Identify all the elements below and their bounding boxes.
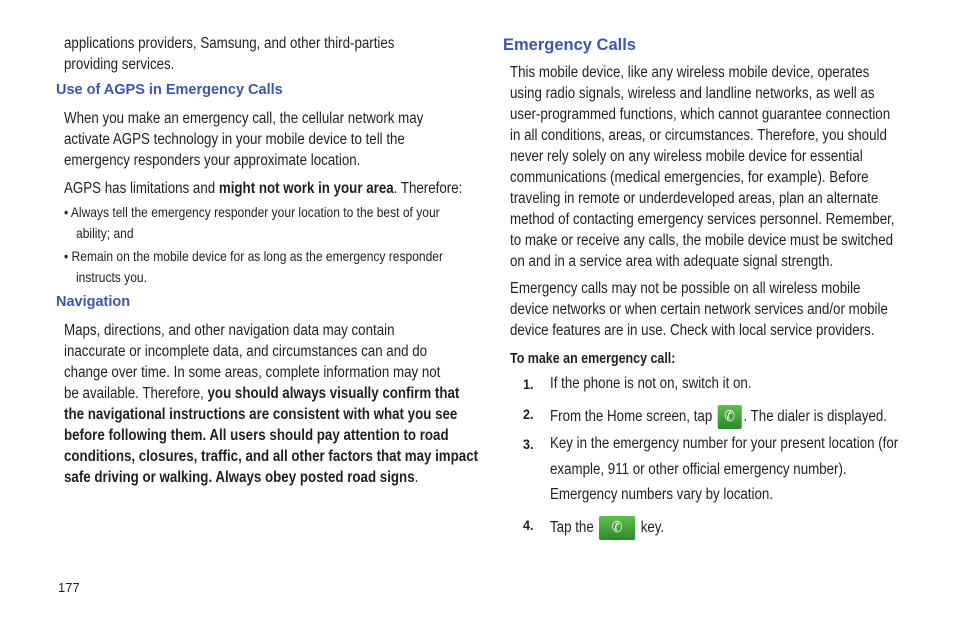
text: Tap the — [550, 519, 598, 537]
text: . — [414, 469, 419, 486]
section-heading-agps: Use of AGPS in Emergency Calls — [56, 82, 283, 98]
text-line — [64, 448, 478, 466]
step-text — [550, 516, 664, 540]
step-text: example, 911 or other official emergency number). — [550, 460, 847, 478]
text: inaccurate or incomplete data, and circumstances can and do — [64, 343, 428, 360]
text-line: in all conditions, areas, or circumstances. Therefore, you should — [510, 127, 887, 144]
text-line — [64, 469, 418, 487]
text: be available. Therefore, — [64, 385, 208, 402]
text-line — [64, 322, 394, 340]
text-line — [64, 152, 360, 170]
text-line: using radio signals, wireless and landline networks, as well as — [510, 85, 875, 102]
step-text: Emergency numbers vary by location. — [550, 486, 774, 503]
text-line: never rely solely on any wireless mobile device for essential — [510, 148, 863, 165]
text: Maps, directions, and other navigation data may contain — [64, 322, 395, 339]
page-number: 177 — [58, 580, 80, 595]
bullet-item-cont: instructs you. — [76, 269, 147, 285]
text: . Therefore: — [393, 180, 463, 197]
text-line: user-programmed functions, which cannot guarantee connection — [510, 106, 891, 123]
step-text — [550, 405, 887, 429]
text: AGPS has limitations and — [64, 180, 219, 197]
text-line: Emergency calls may not be possible on all wireless mobile — [510, 280, 861, 297]
bullet-item: • Remain on the mobile device for as long as the emergency responder — [64, 248, 444, 264]
bold-text: before following them. All users should pay attention to road — [64, 427, 449, 444]
bold-text: safe driving or walking. Always obey posted road signs — [64, 469, 415, 486]
text: From the Home screen, tap — [550, 408, 716, 426]
text-line — [64, 180, 462, 198]
step-text: If the phone is not on, switch it on. — [550, 375, 752, 392]
text-line — [64, 56, 174, 74]
text-line: traveling in remote or underdeveloped areas, plan an alternate — [510, 190, 879, 207]
bold-text: the navigational instructions are consistent with what you see — [64, 406, 458, 423]
text: emergency responders your approximate location. — [64, 152, 361, 169]
text: activate AGPS technology in your mobile device to tell the — [64, 131, 405, 148]
text-line — [64, 343, 427, 361]
step-number: 2. — [523, 406, 534, 422]
bold-text: conditions, closures, traffic, and all other factors that may impact — [64, 448, 479, 465]
steps-title: To make an emergency call: — [510, 351, 676, 367]
step-number: 1. — [523, 376, 534, 392]
text-line — [64, 131, 405, 149]
text-line — [64, 406, 457, 424]
text-line: communications (medical emergencies, for example). Before — [510, 169, 869, 186]
phone-key-icon: ✆ — [599, 516, 635, 540]
bold-text: you should always visually confirm that — [207, 385, 460, 402]
phone-icon: ✆ — [718, 405, 742, 429]
text-line — [64, 364, 440, 382]
text: . The dialer is displayed. — [743, 408, 887, 426]
bullet-item: • Always tell the emergency responder your location to the best of your — [64, 204, 440, 220]
text: change over time. In some areas, complete information may not — [64, 364, 441, 381]
text: key. — [636, 519, 665, 537]
step-number: 4. — [523, 517, 534, 533]
text-line — [64, 427, 449, 445]
text: providing services. — [64, 56, 175, 73]
text-line: to make or receive any calls, the mobile device must be switched — [510, 232, 894, 249]
text-line — [64, 110, 423, 128]
text-line: on and in a service area with adequate signal strength. — [510, 253, 834, 270]
text: When you make an emergency call, the cellular network may — [64, 110, 424, 127]
step-number: 3. — [523, 436, 534, 452]
text: applications providers, Samsung, and other third-parties — [64, 35, 395, 52]
text-line: method of contacting emergency services personnel. Remember, — [510, 211, 895, 228]
text-line: device features are in use. Check with local service providers. — [510, 322, 875, 339]
text-line: device networks or when certain network services and/or mobile — [510, 301, 888, 318]
section-heading-emergency-calls: Emergency Calls — [503, 36, 636, 54]
bold-text: might not work in your area — [218, 180, 394, 197]
text-line — [64, 35, 394, 53]
text-line — [64, 385, 459, 403]
text-line: This mobile device, like any wireless mobile device, operates — [510, 64, 870, 81]
step-text: Key in the emergency number for your present location (for — [550, 435, 899, 452]
section-heading-navigation: Navigation — [56, 294, 131, 310]
bullet-item-cont: ability; and — [76, 225, 134, 241]
